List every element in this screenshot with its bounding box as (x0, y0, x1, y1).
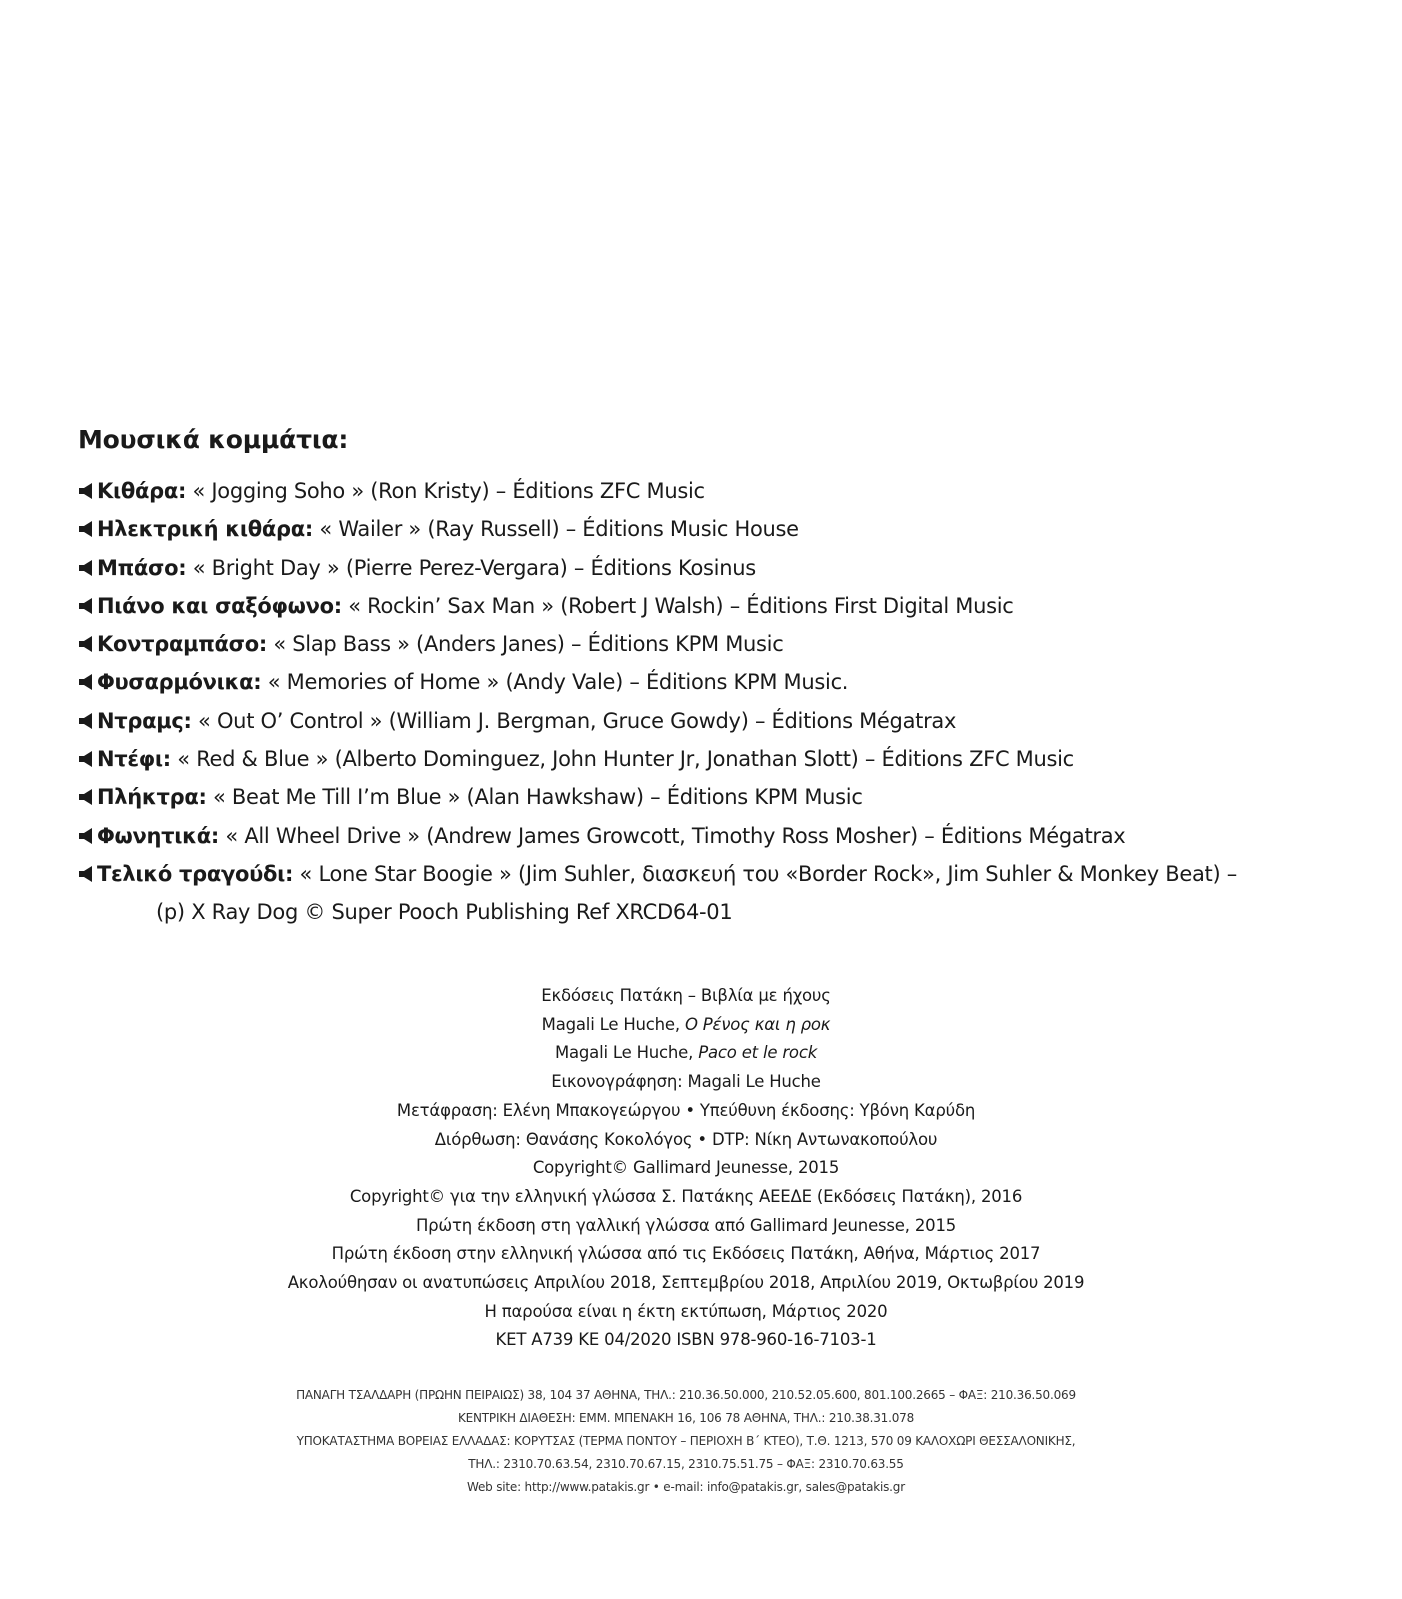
original-title-line (0, 1039, 1372, 1068)
speaker-icon (78, 827, 95, 845)
track-details: « Beat Me Till I’m Blue » (Alan Hawkshaw) – Éditions KPM Music (212, 785, 863, 810)
original-book-title: Paco et le rock (698, 1043, 818, 1063)
current-printing: Η παρούσα είναι η έκτη εκτύπωση, Μάρτιος 2020 (484, 1301, 888, 1321)
track-details: « Memories of Home » (Andy Vale) – Éditions KPM Music. (267, 670, 849, 695)
track-details: « Rockin’ Sax Man » (Robert J Walsh) – Éditions First Digital Music (348, 593, 1014, 618)
author-name: Magali Le Huche, (554, 1043, 694, 1063)
track-instrument: Κιθάρα: (97, 479, 187, 503)
track-details: « All Wheel Drive » (Andrew James Growcott, Timothy Ross Mosher) – Éditions Mégatrax (225, 823, 1126, 848)
track-instrument: Πλήκτρα: (97, 785, 207, 810)
speaker-icon (78, 559, 95, 577)
track-item (78, 472, 1338, 510)
first-edition-french: Πρώτη έκδοση στη γαλλική γλώσσα από Gallimard Jeunesse, 2015 (415, 1215, 957, 1235)
track-instrument: Ντέφι: (97, 747, 171, 772)
greek-book-title: Ο Ρένος και η ροκ (684, 1014, 831, 1034)
illustration-credit: Εικονογράφηση: Magali Le Huche (551, 1072, 821, 1092)
speaker-icon (78, 865, 95, 883)
author-name: Magali Le Huche, (541, 1014, 680, 1034)
track-details: « Bright Day » (Pierre Perez-Vergara) – Éditions Kosinus (192, 555, 756, 580)
track-item (78, 549, 1338, 587)
speaker-icon (78, 482, 95, 500)
publication-credits (0, 982, 1372, 1355)
reprints-line: Ακολούθησαν οι ανατυπώσεις Απριλίου 2018, Σεπτεμβρίου 2018, Απριλίου 2019, Οκτωβρίου 2019 (287, 1273, 1085, 1293)
north-branch-address: ΥΠΟΚΑΤΑΣΤΗΜΑ ΒΟΡΕΙΑΣ ΕΛΛΑΔΑΣ: ΚΟΡΥΤΣΑΣ (ΤΕΡΜΑ ΠΟΝΤΟΥ – ΠΕΡΙΟΧΗ Β΄ ΚΤΕΟ), Τ.Θ. 1213, 570 09 ΚΑΛΟΧΩΡΙ ΘΕΣΣΑΛΟΝΙΚΗΣ, (296, 1434, 1076, 1448)
track-details: « Jogging Soho » (Ron Kristy) – Éditions ZFC Music (192, 479, 705, 503)
track-item (78, 663, 1338, 701)
track-item (78, 740, 1338, 778)
track-item (78, 778, 1338, 816)
publisher-address-block (0, 1384, 1372, 1499)
north-branch-phones: ΤΗΛ.: 2310.70.63.54, 2310.70.67.15, 2310.75.51.75 – ΦΑΞ: 2310.70.63.55 (468, 1457, 904, 1471)
proofreading-credit: Διόρθωση: Θανάσης Κοκολόγος • DTP: Νίκη Αντωνακοπούλου (434, 1129, 938, 1149)
track-item (78, 587, 1338, 625)
speaker-icon (78, 788, 95, 806)
speaker-icon (78, 673, 95, 691)
head-office-address: ΠΑΝΑΓΗ ΤΣΑΛΔΑΡΗ (ΠΡΩΗΝ ΠΕΙΡΑΙΩΣ) 38, 104 37 ΑΘΗΝΑ, ΤΗΛ.: 210.36.50.000, 210.52.05.600, 801.100.2665 – ΦΑΞ: 210.36.50.069 (296, 1388, 1076, 1402)
speaker-icon (78, 712, 95, 730)
isbn-line: ΚΕΤ Α739 ΚΕ 04/2020 ISBN 978-960-16-7103-1 (495, 1330, 877, 1350)
speaker-icon (78, 750, 95, 768)
track-instrument: Φωνητικά: (97, 823, 219, 848)
music-heading: Μουσικά κομμάτια: (78, 425, 349, 454)
track-instrument: Φυσαρμόνικα: (97, 670, 262, 695)
track-details: « Red & Blue » (Alberto Dominguez, John Hunter Jr, Jonathan Slott) – Éditions ZFC Music (177, 747, 1074, 772)
track-item (78, 817, 1338, 855)
speaker-icon (78, 597, 95, 615)
track-item (78, 702, 1338, 740)
web-contact-line: Web site: http://www.patakis.gr • e-mail: info@patakis.gr, sales@patakis.gr (467, 1480, 905, 1494)
track-instrument: Ηλεκτρική κιθάρα: (97, 517, 313, 542)
track-instrument: Πιάνο και σαξόφωνο: (97, 593, 342, 618)
track-details: « Lone Star Boogie » (Jim Suhler, διασκευή του «Border Rock», Jim Suhler & Monkey Beat) – (299, 861, 1237, 886)
track-instrument: Μπάσο: (97, 555, 187, 580)
track-instrument: Ντραμς: (97, 708, 192, 733)
central-distribution-address: ΚΕΝΤΡΙΚΗ ΔΙΑΘΕΣΗ: ΕΜΜ. ΜΠΕΝΑΚΗ 16, 106 78 ΑΘΗΝΑ, ΤΗΛ.: 210.38.31.078 (457, 1411, 915, 1425)
track-instrument: Τελικό τραγούδι: (97, 861, 294, 886)
copyright-greek: Copyright© για την ελληνική γλώσσα Σ. Πατάκης ΑΕΕΔΕ (Εκδόσεις Πατάκη), 2016 (349, 1186, 1023, 1206)
copyright-original: Copyright© Gallimard Jeunesse, 2015 (532, 1158, 840, 1178)
publisher-series-line: Εκδόσεις Πατάκη – Βιβλία με ήχους (541, 986, 831, 1005)
track-details: « Slap Bass » (Anders Janes) – Éditions KPM Music (273, 632, 784, 657)
track-details: « Wailer » (Ray Russell) – Éditions Music House (319, 517, 799, 542)
first-edition-greek: Πρώτη έκδοση στην ελληνική γλώσσα από τις Εκδόσεις Πατάκη, Αθήνα, Μάρτιος 2017 (331, 1244, 1041, 1264)
track-item (78, 510, 1338, 548)
track-details: « Out O’ Control » (William J. Bergman, Gruce Gowdy) – Éditions Mégatrax (198, 708, 957, 733)
greek-title-line (0, 1011, 1372, 1040)
music-tracks-section (78, 422, 1338, 932)
track-instrument: Κοντραμπάσο: (97, 632, 267, 657)
speaker-icon (78, 520, 95, 538)
speaker-icon (78, 635, 95, 653)
track-item (78, 625, 1338, 663)
track-continuation: (p) X Ray Dog © Super Pooch Publishing Ref XRCD64-01 (156, 900, 733, 925)
track-item (78, 855, 1338, 893)
translation-credit: Μετάφραση: Ελένη Μπακογεώργου • Υπεύθυνη έκδοσης: Υβόνη Καρύδη (396, 1100, 976, 1120)
